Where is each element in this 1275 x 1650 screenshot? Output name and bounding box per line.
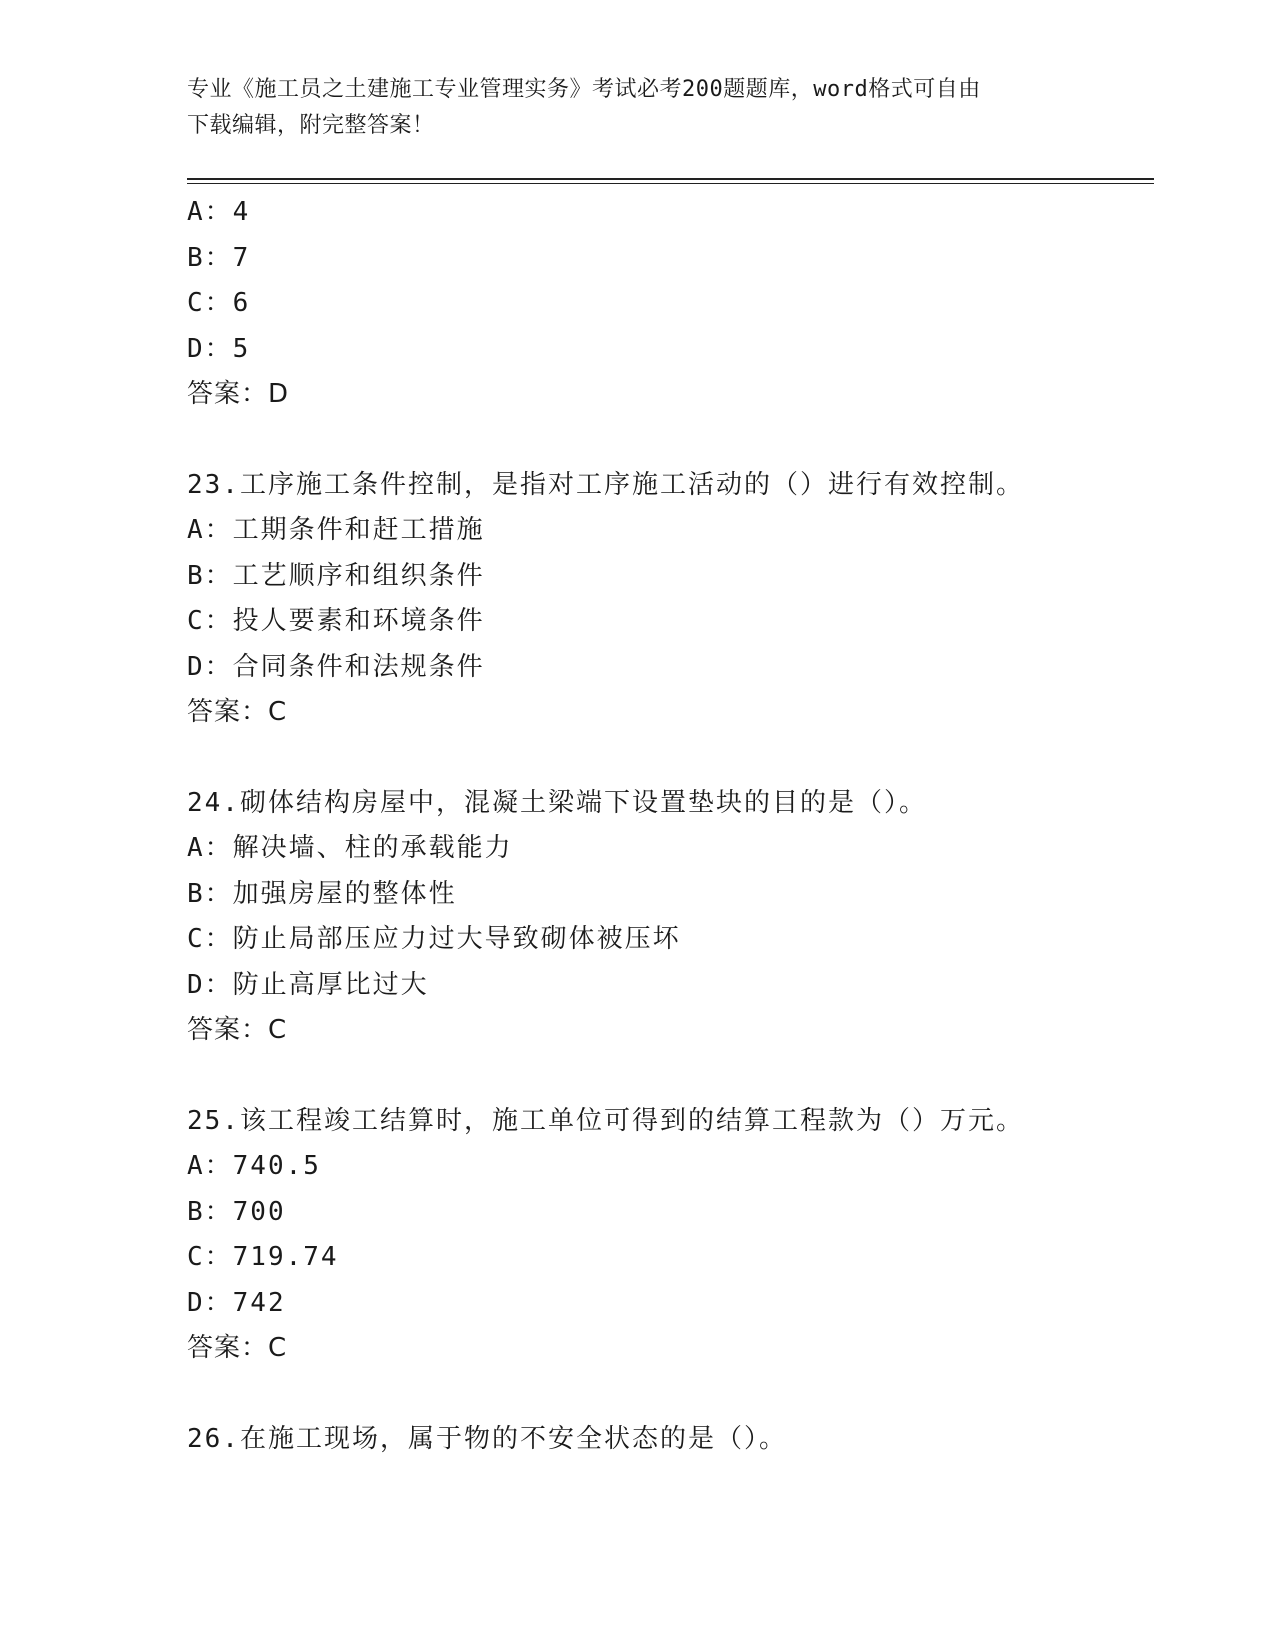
header-line-2: 下载编辑，附完整答案！: [187, 113, 435, 138]
question-23: [187, 463, 1147, 736]
option-a: A：工期条件和赶工措施: [187, 515, 485, 545]
question-text: 23.工序施工条件控制，是指对工序施工活动的（）进行有效控制。: [187, 469, 1024, 500]
document-header: [187, 72, 1077, 144]
question-25: [187, 1099, 1147, 1372]
question-24: [187, 781, 1147, 1054]
option-d: D：742: [187, 1287, 286, 1318]
option-d: D：5: [187, 333, 251, 364]
question-list: [187, 190, 1147, 1462]
header-divider-thick: [187, 178, 1154, 180]
question-22: [187, 190, 1147, 418]
option-b: B：700: [187, 1196, 286, 1227]
answer-text: 答案：C: [187, 1333, 288, 1363]
answer-text: 答案：C: [187, 1015, 288, 1045]
option-c: C：投人要素和环境条件: [187, 606, 485, 636]
answer-text: 答案：D: [187, 379, 290, 409]
question-text: 25.该工程竣工结算时，施工单位可得到的结算工程款为（）万元。: [187, 1105, 1024, 1136]
question-text: 26.在施工现场，属于物的不安全状态的是（）。: [187, 1423, 787, 1454]
option-d: D：合同条件和法规条件: [187, 651, 485, 682]
option-d: D：防止高厚比过大: [187, 969, 429, 1000]
option-b: B：加强房屋的整体性: [187, 878, 457, 909]
option-c: C：719.74: [187, 1242, 339, 1272]
option-a: A：740.5: [187, 1151, 321, 1181]
question-26: [187, 1417, 1147, 1463]
option-b: B：工艺顺序和组织条件: [187, 560, 485, 591]
option-c: C：防止局部压应力过大导致砌体被压坏: [187, 924, 681, 954]
option-c: C：6: [187, 288, 251, 318]
header-divider-thin: [187, 183, 1154, 184]
option-b: B：7: [187, 242, 251, 273]
header-line-1: 专业《施工员之土建施工专业管理实务》考试必考200题题库，word格式可自由: [187, 77, 981, 102]
answer-text: 答案：C: [187, 697, 288, 727]
option-a: A：解决墙、柱的承载能力: [187, 833, 513, 863]
option-a: A：4: [187, 197, 251, 227]
question-text: 24.砌体结构房屋中，混凝土梁端下设置垫块的目的是（）。: [187, 787, 927, 818]
